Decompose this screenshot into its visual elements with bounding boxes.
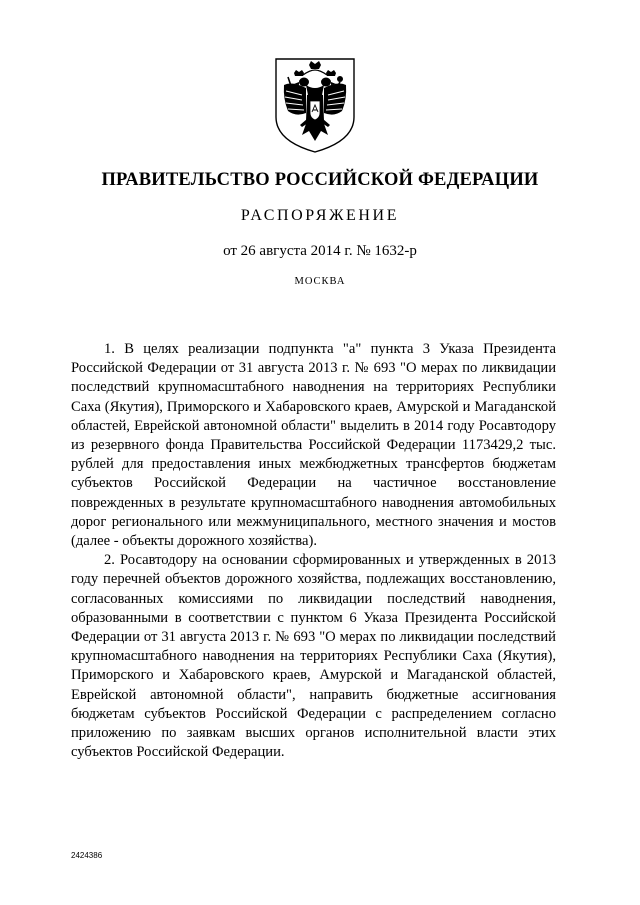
paragraph-1: 1. В целях реализации подпункта "а" пункта 3 Указа Президента Российской Федерации от 31 августа 2013 г. № 693 "О мерах по ликвидации последствий крупномасштабного наводнения на территориях Республики Саха (Якутия), Приморского и Хабаровского краев, Амурской и Магаданской областей, Еврейской автономной области" выделить в 2014 году Росавтодору из резервного фонда Правительства Российской Федерации 1173429,2 тыс. рублей для предоставления иных межбюджетных трансфертов бюджетам субъектов Российской Федерации на частичное восстановление поврежденных в результате крупномасштабного наводнения автомобильных дорог регионального или межмуниципального, местного значения и мостов (далее - объекты дорожного хозяйства). [71,341,556,550]
issue-city: МОСКВА [294,276,346,287]
coat-of-arms-icon [272,55,358,155]
document-type: РАСПОРЯЖЕНИЕ [240,207,400,224]
organization-title: ПРАВИТЕЛЬСТВО РОССИЙСКОЙ ФЕДЕРАЦИИ [101,170,539,190]
document-code: 2424386 [71,851,103,860]
document-body [71,340,556,762]
document-date-number: от 26 августа 2014 г. № 1632-р [223,243,417,259]
paragraph-2: 2. Росавтодору на основании сформированных и утвержденных в 2013 году перечней объектов дорожного хозяйства, подлежащих восстановлению, согласованных комиссиями по ликвидации последствий наводнения, образованными в соответствии с пунктом 6 Указа Президента Российской Федерации от 31 августа 2013 г. № 693 "О мерах по ликвидации последствий крупномасштабного наводнения на территориях Республики Саха (Якутия), Приморского и Хабаровского краев, Амурской и Магаданской областей, Еврейской автономной области", направить бюджетные ассигнования бюджетам субъектов Российской Федерации с распределением согласно приложению по заявкам высших органов исполнительной власти этих субъектов Российской Федерации. [71,552,556,761]
